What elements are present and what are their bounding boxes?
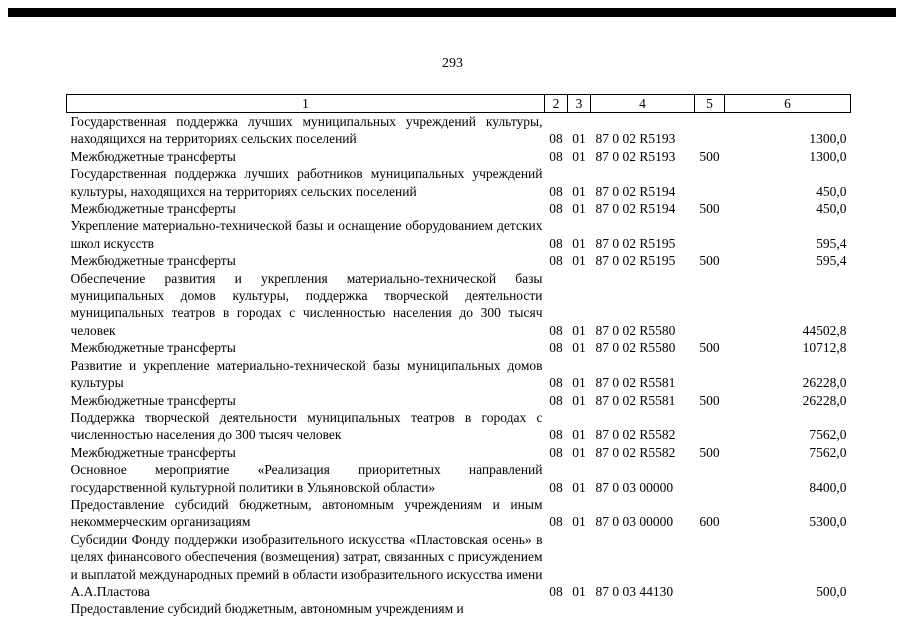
row-amount: 7562,0 (809, 427, 847, 443)
row-expense-type (695, 217, 725, 252)
row-target-code (591, 600, 695, 617)
row-target-code: 87 0 02 R5581 (595, 375, 676, 391)
row-subsection: 01 (572, 183, 586, 199)
table-row (67, 113, 851, 148)
row-name: Обеспечение развития и укрепления материально-технической базы муниципальных домов культуры, поддержка творческой деятельности муниципальных театров в городах с численностью населения до 300 тысяч человек (70, 270, 543, 338)
column-header-3: 3 (568, 95, 591, 113)
row-name: Государственная поддержка лучших муниципальных учреждений культуры, находящихся на территориях сельских поселений (70, 114, 543, 147)
table-row (67, 339, 851, 356)
table-row (67, 252, 851, 269)
row-expense-type: 500 (699, 148, 720, 164)
top-border-bar (8, 8, 896, 17)
row-name: Межбюджетные трансферты (70, 148, 236, 164)
table-row (67, 392, 851, 409)
row-subsection (568, 600, 591, 617)
row-amount: 5300,0 (809, 514, 847, 530)
row-section (545, 600, 568, 617)
row-section: 08 (549, 479, 563, 495)
row-subsection: 01 (572, 444, 586, 460)
row-target-code: 87 0 02 R5194 (595, 201, 676, 217)
row-amount: 500,0 (816, 583, 847, 599)
row-amount: 7562,0 (809, 444, 847, 460)
row-expense-type: 600 (699, 514, 720, 530)
row-section: 08 (549, 427, 563, 443)
row-amount: 8400,0 (809, 479, 847, 495)
row-name: Межбюджетные трансферты (70, 253, 236, 269)
row-subsection: 01 (572, 148, 586, 164)
budget-table (66, 94, 851, 618)
row-name: Межбюджетные трансферты (70, 444, 236, 460)
row-amount: 1300,0 (809, 131, 847, 147)
table-row (67, 217, 851, 252)
row-subsection: 01 (572, 201, 586, 217)
row-subsection: 01 (572, 514, 586, 530)
table-row (67, 409, 851, 444)
table-row (67, 148, 851, 165)
row-amount: 26228,0 (802, 375, 847, 391)
row-name: Государственная поддержка лучших работников муниципальных учреждений культуры, находящихся на территориях сельских поселений (70, 166, 543, 199)
row-subsection: 01 (572, 427, 586, 443)
row-name: Межбюджетные трансферты (70, 392, 236, 408)
row-expense-type (695, 409, 725, 444)
row-amount: 10712,8 (802, 340, 847, 356)
column-header-1: 1 (67, 95, 545, 113)
table-row (67, 461, 851, 496)
table-row (67, 444, 851, 461)
row-amount: 1300,0 (809, 148, 847, 164)
row-name: Развитие и укрепление материально-технической базы муниципальных домов культуры (70, 357, 543, 391)
row-target-code: 87 0 03 44130 (595, 583, 674, 599)
table-row (67, 165, 851, 200)
row-section: 08 (549, 514, 563, 530)
row-expense-type (695, 165, 725, 200)
row-name: Межбюджетные трансферты (70, 201, 236, 217)
row-amount (725, 600, 851, 617)
row-name: Субсидии Фонду поддержки изобразительного искусства «Пластовская осень» в целях финансового обеспечения (возмещения) затрат, связанных с присуждением и выплатой международных премий в области изобразительного искусства имени А.А.Пластова (70, 531, 543, 599)
row-target-code: 87 0 02 R5582 (595, 444, 676, 460)
column-header-5: 5 (695, 95, 725, 113)
row-expense-type: 500 (699, 201, 720, 217)
row-subsection: 01 (572, 392, 586, 408)
row-expense-type (695, 357, 725, 392)
row-target-code: 87 0 02 R5194 (595, 183, 676, 199)
row-expense-type (695, 270, 725, 340)
row-expense-type (695, 461, 725, 496)
row-expense-type (695, 600, 725, 617)
row-expense-type (695, 531, 725, 601)
row-section: 08 (549, 392, 563, 408)
row-expense-type: 500 (699, 253, 720, 269)
row-amount: 450,0 (816, 201, 847, 217)
row-expense-type: 500 (699, 392, 720, 408)
row-section: 08 (549, 444, 563, 460)
row-amount: 44502,8 (802, 322, 847, 338)
row-expense-type: 500 (699, 340, 720, 356)
table-row (67, 496, 851, 531)
row-section: 08 (549, 322, 563, 338)
row-name: Основное мероприятие «Реализация приоритетных направлений государственной культурной политики в Ульяновской области» (70, 462, 543, 495)
row-name: Межбюджетные трансферты (70, 340, 236, 356)
table-row (67, 270, 851, 340)
row-subsection: 01 (572, 479, 586, 495)
row-target-code: 87 0 02 R5193 (595, 148, 676, 164)
row-name: Предоставление субсидий бюджетным, автономным учреждениям и иным некоммерческим организациям (70, 496, 543, 530)
row-subsection: 01 (572, 253, 586, 269)
row-subsection: 01 (572, 131, 586, 147)
row-amount: 26228,0 (802, 392, 847, 408)
row-subsection: 01 (572, 375, 586, 391)
row-name: Укрепление материально-технической базы и оснащение оборудованием детских школ искусств (70, 218, 543, 251)
row-section: 08 (549, 201, 563, 217)
row-target-code: 87 0 02 R5195 (595, 253, 676, 269)
row-section: 08 (549, 340, 563, 356)
row-section: 08 (549, 375, 563, 391)
row-amount: 450,0 (816, 183, 847, 199)
table-row (67, 200, 851, 217)
row-section: 08 (549, 183, 563, 199)
column-header-4: 4 (591, 95, 695, 113)
row-target-code: 87 0 02 R5580 (595, 322, 676, 338)
row-section: 08 (549, 235, 563, 251)
row-target-code: 87 0 02 R5195 (595, 235, 676, 251)
row-amount: 595,4 (816, 253, 847, 269)
page-number: 293 (442, 56, 463, 71)
row-subsection: 01 (572, 340, 586, 356)
row-name: Поддержка творческой деятельности муниципальных театров в городах с численностью населения до 300 тысяч человек (70, 409, 543, 443)
row-target-code: 87 0 03 00000 (595, 514, 674, 530)
row-section: 08 (549, 253, 563, 269)
row-amount: 595,4 (816, 235, 847, 251)
table-header-row (67, 95, 851, 113)
row-target-code: 87 0 02 R5581 (595, 392, 676, 408)
column-header-2: 2 (545, 95, 568, 113)
row-subsection: 01 (572, 583, 586, 599)
column-header-6: 6 (725, 95, 851, 113)
row-subsection: 01 (572, 322, 586, 338)
row-target-code: 87 0 02 R5582 (595, 427, 676, 443)
row-target-code: 87 0 03 00000 (595, 479, 674, 495)
row-section: 08 (549, 583, 563, 599)
row-expense-type: 500 (699, 444, 720, 460)
row-target-code: 87 0 02 R5580 (595, 340, 676, 356)
row-section: 08 (549, 131, 563, 147)
row-name: Предоставление субсидий бюджетным, автономным учреждениям и (70, 601, 464, 617)
table-row (67, 600, 851, 617)
row-target-code: 87 0 02 R5193 (595, 131, 676, 147)
row-section: 08 (549, 148, 563, 164)
row-subsection: 01 (572, 235, 586, 251)
table-row (67, 357, 851, 392)
table-row (67, 531, 851, 601)
row-expense-type (695, 113, 725, 148)
